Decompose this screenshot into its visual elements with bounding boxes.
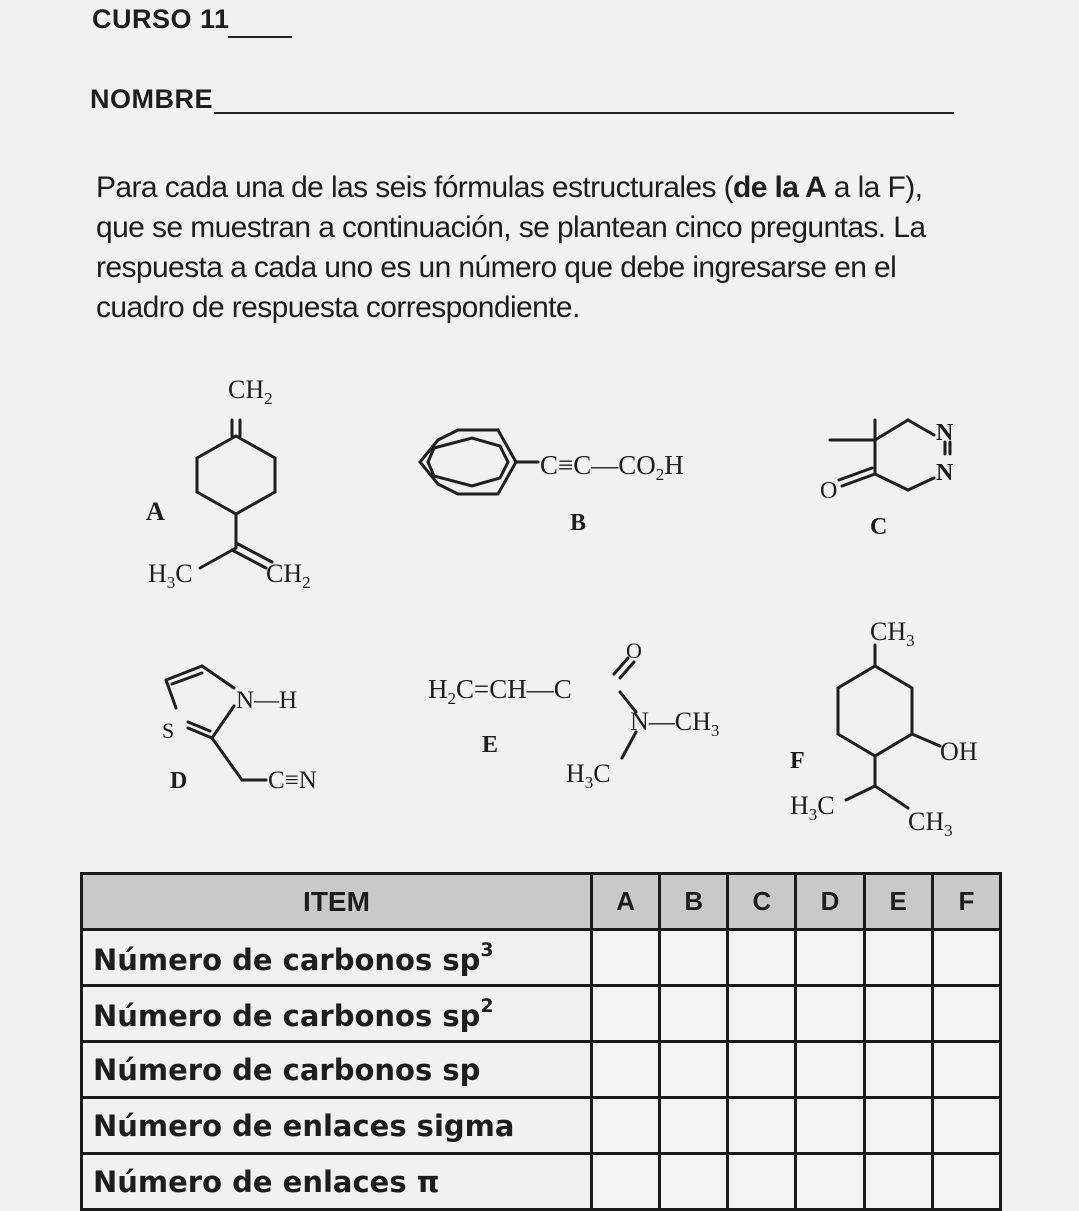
item-header: ITEM [82,874,592,930]
molecule-f-ch3-top: $CH_3$ [870,617,915,650]
molecule-f-letter: F [790,748,805,774]
answer-cell[interactable] [728,986,796,1042]
answer-cell[interactable] [728,930,796,986]
answer-cell[interactable] [660,1042,728,1098]
answer-cell[interactable] [932,1042,1000,1098]
molecule-e-o: O [626,638,642,663]
molecule-c-bonds [830,420,950,490]
molecule-f-oh: OH [940,737,978,766]
answer-cell[interactable] [864,1154,932,1210]
molecule-c-n2: N [936,460,954,486]
row-label-sp3: Número de carbonos $sp^3$ [82,930,592,986]
molecule-f-h3c: $H_3C$ [790,791,835,824]
instructions-part2: a la F), que se muestran a continuación, se plantean cinco preguntas. La respuesta a cada uno es un número que debe ingresarse en el cuadro de respuesta correspondiente. [96,171,926,324]
molecule-b-bonds [420,430,538,494]
molecule-a-ch2-bottom: $CH_2$ [266,559,311,592]
molecule-a-ch2-top: $CH_2$ [228,375,273,408]
column-header-f: F [932,874,1000,930]
column-header-d: D [796,874,864,930]
molecule-d-bonds [166,666,266,780]
row-label-sp: Número de carbonos sp [82,1042,592,1098]
row-label-sp2: Número de carbonos $sp^2$ [82,986,592,1042]
row-label-sigma: Número de enlaces sigma [82,1098,592,1154]
molecule-d-s: S [162,718,175,743]
molecule-c-n1: N [936,420,954,446]
molecule-c-o: O [820,478,838,504]
table-row [82,1042,1001,1098]
answer-cell[interactable] [592,1042,660,1098]
molecule-b-letter: B [570,510,587,536]
table-row [82,986,1001,1042]
molecule-a-letter: A [146,497,165,526]
molecule-f-ch3-right: $CH_3$ [908,807,953,840]
answer-cell[interactable] [660,930,728,986]
answer-cell[interactable] [864,986,932,1042]
molecule-a-h3c: $H_3C$ [148,559,193,592]
table-row [82,930,1001,986]
answer-cell[interactable] [864,1042,932,1098]
molecule-b-chain: $C\equiv C—CO_2H$ [540,450,684,484]
column-header-c: C [728,874,796,930]
answer-cell[interactable] [728,1098,796,1154]
answer-cell[interactable] [660,986,728,1042]
answer-cell[interactable] [864,1098,932,1154]
answer-cell[interactable] [932,1098,1000,1154]
instructions-part1: Para cada una de las seis fórmulas estructurales ( [96,171,733,204]
column-header-a: A [592,874,660,930]
molecule-a-bonds [197,420,275,568]
molecule-e-h3c: $H_3C$ [566,759,611,792]
column-header-e: E [864,874,932,930]
instructions-bold: de la A [733,171,827,204]
answer-cell[interactable] [660,1154,728,1210]
molecule-d-letter: D [170,768,188,794]
answer-cell[interactable] [864,930,932,986]
molecule-e-chain: $H_2C=CH—C$ [428,674,572,708]
answer-table [80,872,1002,1211]
molecule-e-letter: E [482,732,499,758]
molecule-d-cn: C≡N [268,767,317,794]
answer-cell[interactable] [796,1098,864,1154]
answer-cell[interactable] [728,1154,796,1210]
table-row [82,1154,1001,1210]
answer-cell[interactable] [592,930,660,986]
answer-cell[interactable] [932,930,1000,986]
answer-cell[interactable] [728,1042,796,1098]
molecule-c-letter: C [870,514,888,540]
answer-cell[interactable] [592,1154,660,1210]
molecule-d-nh: N—H [236,687,298,714]
curso-label: CURSO 11 [92,4,230,34]
row-label-pi: Número de enlaces π [82,1154,592,1210]
molecule-e-n-ch3: $N—CH_3$ [630,707,720,740]
answer-cell[interactable] [932,1154,1000,1210]
answer-cell[interactable] [592,986,660,1042]
answer-table-header-row [82,874,1001,930]
answer-cell[interactable] [796,986,864,1042]
table-row [82,1098,1001,1154]
answer-cell[interactable] [660,1098,728,1154]
answer-cell[interactable] [796,1154,864,1210]
answer-cell[interactable] [796,930,864,986]
molecule-f-bonds [838,645,940,808]
answer-cell[interactable] [796,1042,864,1098]
answer-cell[interactable] [592,1098,660,1154]
answer-cell[interactable] [932,986,1000,1042]
column-header-b: B [660,874,728,930]
nombre-label: NOMBRE [90,84,213,114]
